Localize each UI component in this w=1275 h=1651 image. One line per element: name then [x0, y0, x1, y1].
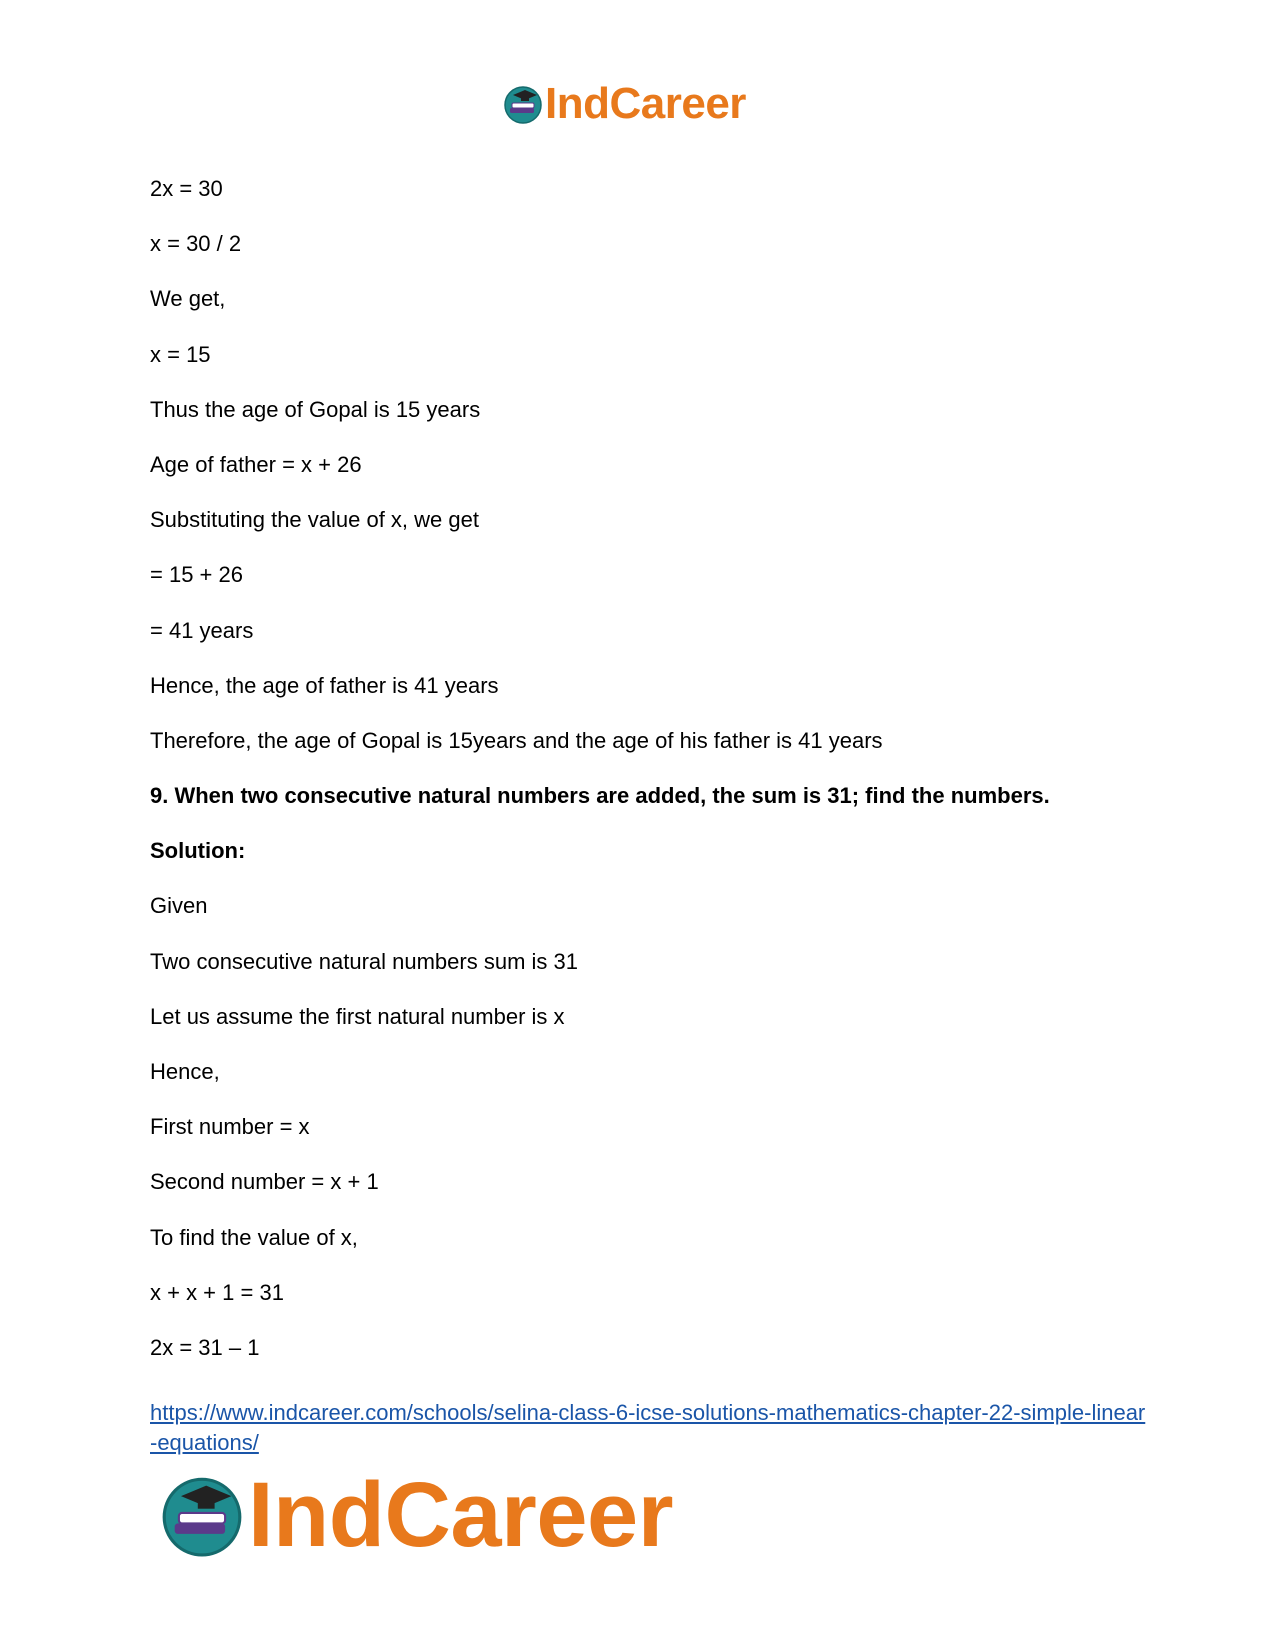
- header-logo: [503, 80, 746, 128]
- text-line: Hence, the age of father is 41 years: [150, 672, 499, 698]
- text-line: Given: [150, 893, 208, 919]
- footer-logo-text: IndCareer: [248, 1464, 673, 1566]
- header-logo-text: IndCareer: [545, 79, 746, 128]
- text-line: Hence,: [150, 1059, 220, 1084]
- text-line: 2x = 31 – 1: [150, 1334, 260, 1360]
- source-link[interactable]: https://www.indcareer.com/schools/selina-class-6-icse-solutions-mathematics-chapter-22-simple-linear-equations/: [150, 1400, 1146, 1455]
- text-line: Therefore, the age of Gopal is 15years and the age of his father is 41 years: [150, 727, 883, 753]
- footer-logo: [160, 1464, 673, 1566]
- text-line: Thus the age of Gopal is 15 years: [150, 396, 481, 422]
- text-line: x + x + 1 = 31: [150, 1279, 284, 1305]
- graduation-book-icon: [160, 1473, 244, 1557]
- text-line: To find the value of x,: [150, 1224, 358, 1250]
- text-line: Let us assume the first natural number is x: [150, 1003, 565, 1029]
- text-line: x = 30 / 2: [150, 231, 242, 257]
- text-line: x = 15: [150, 341, 211, 367]
- text-line: First number = x: [150, 1114, 310, 1140]
- document-body: [150, 176, 1150, 1390]
- source-link-block: [150, 1398, 1150, 1458]
- text-line: Two consecutive natural numbers sum is 31: [150, 948, 578, 974]
- text-line: We get,: [150, 286, 226, 312]
- text-line: = 15 + 26: [150, 562, 243, 588]
- solution-label: Solution:: [150, 838, 246, 864]
- text-line: Age of father = x + 26: [150, 451, 362, 477]
- graduation-book-icon: [503, 84, 543, 124]
- text-line: 2x = 30: [150, 176, 223, 201]
- text-line: Second number = x + 1: [150, 1169, 379, 1195]
- text-line: Substituting the value of x, we get: [150, 507, 479, 533]
- question-heading: 9. When two consecutive natural numbers are added, the sum is 31; find the numbers.: [150, 783, 1050, 809]
- text-line: = 41 years: [150, 617, 254, 643]
